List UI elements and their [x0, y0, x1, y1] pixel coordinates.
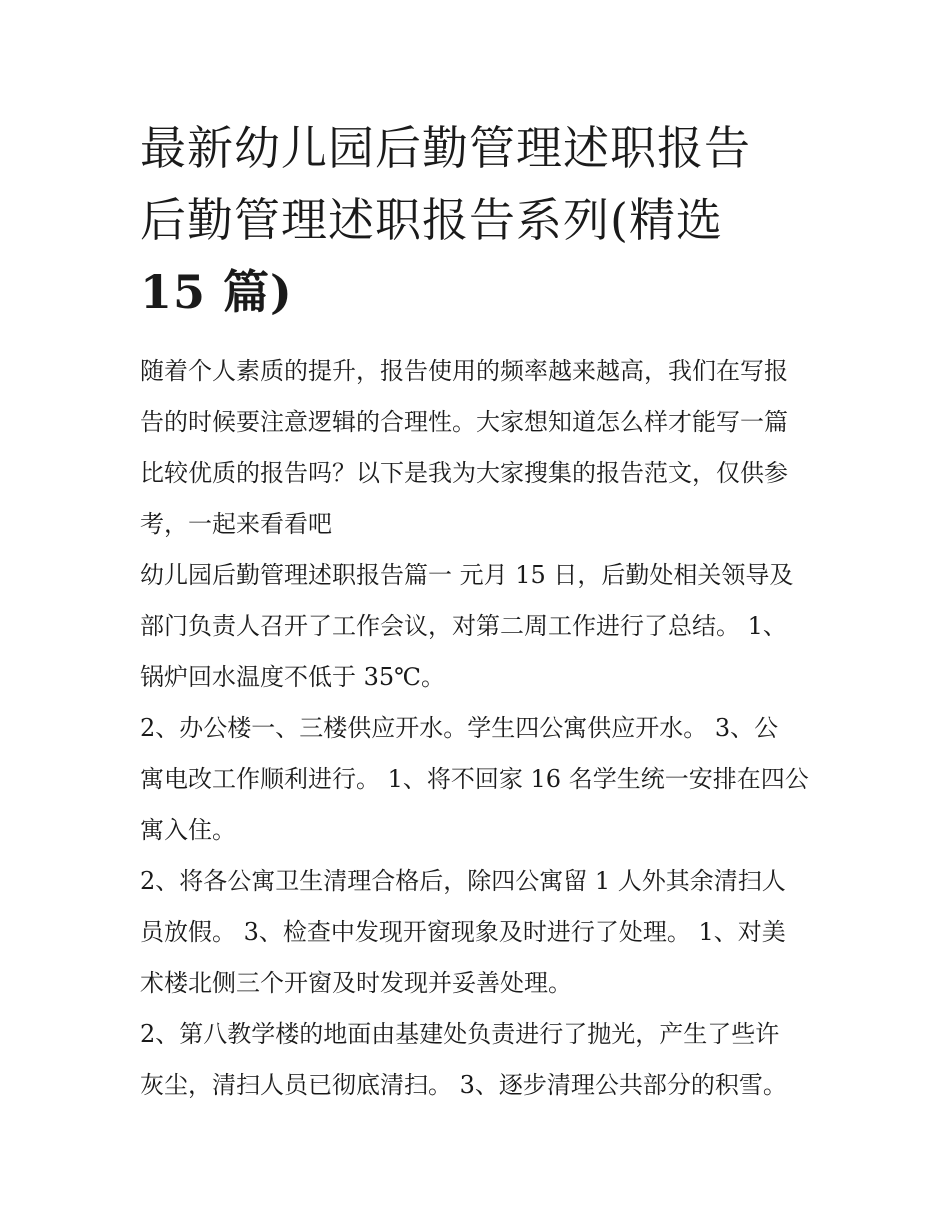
body-paragraph	[140, 1009, 820, 1111]
document-title	[140, 112, 820, 328]
body-paragraph	[140, 550, 820, 703]
text-line: 寓入住。	[140, 816, 236, 844]
document-body	[140, 346, 820, 1111]
text-line: 随着个人素质的提升，报告使用的频率越来越高，我们在写报	[140, 357, 788, 385]
text-line: 告的时候要注意逻辑的合理性。大家想知道怎么样才能写一篇	[140, 408, 788, 436]
text-line: 比较优质的报告吗？以下是我为大家搜集的报告范文，仅供参	[140, 459, 788, 487]
text-line: 2、第八教学楼的地面由基建处负责进行了抛光，产生了些许	[140, 1020, 780, 1048]
intro-paragraph	[140, 346, 820, 550]
body-paragraph	[140, 703, 820, 856]
title-line: 后勤管理述职报告系列(精选	[140, 193, 723, 247]
text-line: 幼儿园后勤管理述职报告篇一 元月 15 日，后勤处相关领导及	[140, 561, 794, 589]
body-paragraph	[140, 856, 820, 1009]
text-line: 术楼北侧三个开窗及时发现并妥善处理。	[140, 969, 572, 997]
text-line: 部门负责人召开了工作会议，对第二周工作进行了总结。 1、	[140, 612, 787, 640]
text-line: 寓电改工作顺利进行。 1、将不回家 16 名学生统一安排在四公	[140, 765, 809, 793]
text-line: 2、办公楼一、三楼供应开水。学生四公寓供应开水。 3、公	[140, 714, 779, 742]
text-line: 灰尘，清扫人员已彻底清扫。 3、逐步清理公共部分的积雪。	[140, 1071, 787, 1099]
text-line: 锅炉回水温度不低于 35℃。	[140, 663, 446, 691]
text-line: 2、将各公寓卫生清理合格后，除四公寓留 1 人外其余清扫人	[140, 867, 786, 895]
title-line: 最新幼儿园后勤管理述职报告	[140, 121, 751, 175]
text-line: 考，一起来看看吧	[140, 510, 332, 538]
document-page	[140, 112, 820, 1111]
title-line: 15 篇)	[140, 265, 293, 319]
text-line: 员放假。 3、检查中发现开窗现象及时进行了处理。 1、对美	[140, 918, 786, 946]
